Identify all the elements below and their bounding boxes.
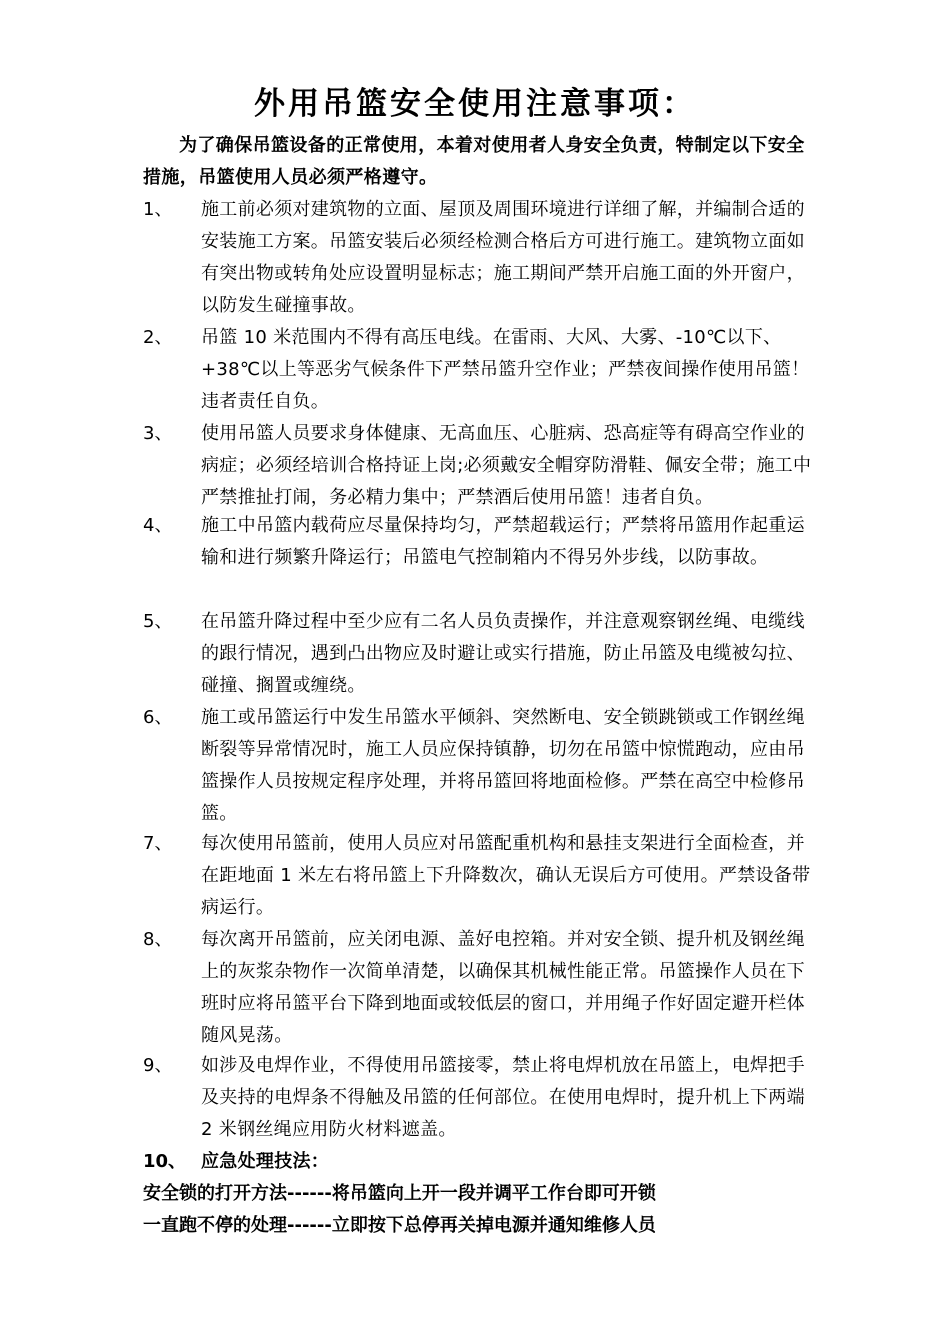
item-number: 10、 [143,1151,187,1172]
list-item-10 [143,1146,815,1178]
list-item-2 [143,322,815,418]
item-number: 8、 [143,929,173,950]
emergency-note-1: 安全锁的打开方法------将吊篮向上开一段并调平工作台即可开锁 [143,1183,656,1204]
item-text: 在吊篮升降过程中至少应有二名人员负责操作，并注意观察钢丝绳、电缆线的跟行情况，遇到凸出物应及时避让或实行措施，防止吊篮及电缆被勾拉、碰撞、搁置或缠绕。 [201,611,805,696]
list-item-1 [143,194,815,322]
item-text: 施工或吊篮运行中发生吊篮水平倾斜、突然断电、安全锁跳锁或工作钢丝绳断裂等异常情况时，施工人员应保持镇静，切勿在吊篮中惊慌跑动，应由吊篮操作人员按规定程序处理，并将吊篮回将地面检修。严禁在高空中检修吊篮。 [201,707,805,824]
item-text: 每次使用吊篮前，使用人员应对吊篮配重机构和悬挂支架进行全面检查，并在距地面 1 米左右将吊篮上下升降数次，确认无误后方可使用。严禁设备带病运行。 [201,833,811,918]
item-number: 6、 [143,707,173,728]
item-number: 9、 [143,1055,173,1076]
item-text: 每次离开吊篮前，应关闭电源、盖好电控箱。并对安全锁、提升机及钢丝绳上的灰浆杂物作一次简单清楚，以确保其机械性能正常。吊篮操作人员在下班时应将吊篮平台下降到地面或较低层的窗口，并用绳子作好固定避开栏体随风晃荡。 [201,929,805,1046]
list-item-9 [143,1050,815,1146]
item-text: 如涉及电焊作业，不得使用吊篮接零，禁止将电焊机放在吊篮上，电焊把手及夹持的电焊条不得触及吊篮的任何部位。在使用电焊时，提升机上下两端 2 米钢丝绳应用防火材料遮盖。 [201,1055,805,1140]
item-text: 施工前必须对建筑物的立面、屋顶及周围环境进行详细了解，并编制合适的安装施工方案。吊篮安装后必须经检测合格后方可进行施工。建筑物立面如有突出物或转角处应设置明显标志；施工期间严禁开启施工面的外开窗户，以防发生碰撞事故。 [201,199,805,316]
list-item-3 [143,418,815,514]
item-number: 5、 [143,611,173,632]
item-number: 1、 [143,199,173,220]
list-item-8 [143,924,815,1052]
document-title: 外用吊篮安全使用注意事项： [254,86,696,122]
item-number: 3、 [143,423,173,444]
item-text: 应急处理技法： [201,1151,330,1172]
intro-paragraph: 为了确保吊篮设备的正常使用，本着对使用者人身安全负责，特制定以下安全措施，吊篮使用人员必须严格遵守。 [143,135,805,188]
list-item-7 [143,828,815,924]
item-text: 吊篮 10 米范围内不得有高压电线。在雷雨、大风、大雾、-10℃以下、+38℃以上等恶劣气候条件下严禁吊篮升空作业；严禁夜间操作使用吊篮！违者责任自负。 [201,327,810,412]
emergency-note-2: 一直跑不停的处理------立即按下总停再关掉电源并通知维修人员 [143,1215,656,1236]
item-number: 4、 [143,515,173,536]
item-number: 2、 [143,327,173,348]
list-item-6 [143,702,815,830]
item-text: 施工中吊篮内载荷应尽量保持均匀，严禁超载运行；严禁将吊篮用作起重运输和进行频繁升降运行；吊篮电气控制箱内不得另外步线，以防事故。 [201,515,805,568]
list-item-4 [143,510,815,574]
item-number: 7、 [143,833,173,854]
list-item-5 [143,606,815,702]
item-text: 使用吊篮人员要求身体健康、无高血压、心脏病、恐高症等有碍高空作业的病症；必须经培训合格持证上岗;必须戴安全帽穿防滑鞋、佩安全带；施工中严禁推扯打闹，务必精力集中；严禁酒后使用吊篮！违者自负。 [201,423,812,508]
